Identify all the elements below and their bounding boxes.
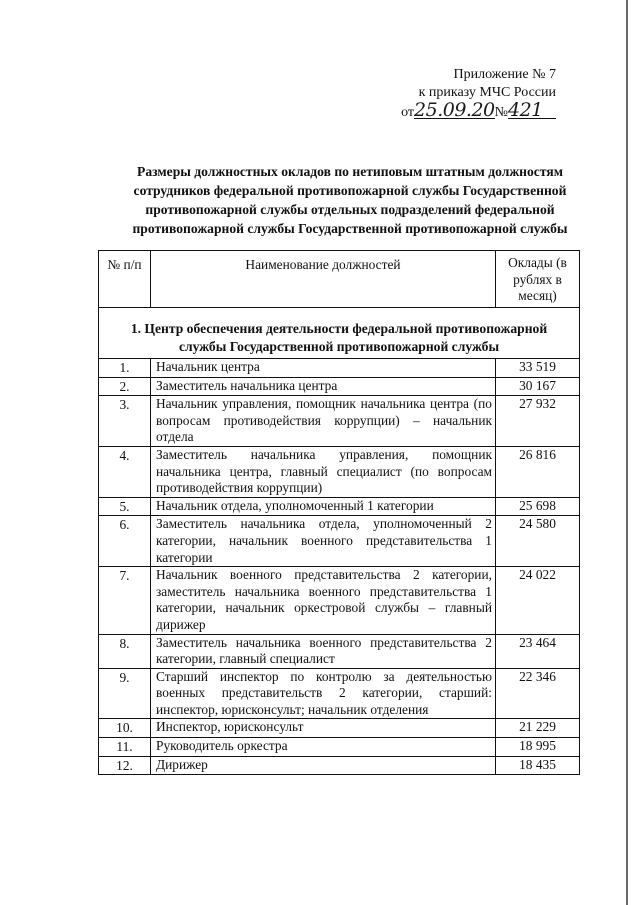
- appendix-number-label: №: [494, 105, 508, 120]
- table-row: [99, 634, 580, 668]
- row-name: Начальник отдела, уполномоченный 1 категории: [151, 497, 496, 516]
- document-title: Размеры должностных окладов по нетиповым штатным должностям сотрудников федеральной противопожарной службы Государственной противопожарной службы отдельных подразделений федеральной противопожарной службы Государственной противопожарной службы: [132, 164, 568, 236]
- appendix-number: 421: [508, 102, 556, 119]
- header-salary: Оклады (в рублях в месяц): [496, 251, 580, 308]
- row-name: Заместитель начальника центра: [151, 377, 496, 396]
- row-salary: 18 435: [496, 756, 580, 775]
- appendix-line3: [401, 99, 556, 122]
- table-row: [99, 516, 580, 567]
- row-num: 10.: [99, 719, 151, 738]
- row-salary: 33 519: [496, 359, 580, 378]
- row-num: 7.: [99, 567, 151, 634]
- row-num: 3.: [99, 396, 151, 447]
- row-num: 1.: [99, 359, 151, 378]
- row-salary: 30 167: [496, 377, 580, 396]
- row-name: Заместитель начальника управления, помощник начальника центра, главный специалист (по вопросам противодействия коррупции): [151, 446, 496, 497]
- row-num: 6.: [99, 516, 151, 567]
- row-salary: 24 580: [496, 516, 580, 567]
- header-num: № п/п: [99, 251, 151, 308]
- row-salary: 27 932: [496, 396, 580, 447]
- row-name: Начальник военного представительства 2 категории, заместитель начальника военного представительства 1 категории, начальник оркестровой службы – главный дирижер: [151, 567, 496, 634]
- row-name: Руководитель оркестра: [151, 738, 496, 757]
- table-row: [99, 719, 580, 738]
- row-num: 2.: [99, 377, 151, 396]
- row-num: 5.: [99, 497, 151, 516]
- table-row: [99, 377, 580, 396]
- row-num: 12.: [99, 756, 151, 775]
- salary-table: [98, 250, 580, 775]
- row-name: Дирижер: [151, 756, 496, 775]
- header-name: Наименование должностей: [151, 251, 496, 308]
- table-row: [99, 446, 580, 497]
- row-salary: 21 229: [496, 719, 580, 738]
- table-row: [99, 359, 580, 378]
- appendix-date: 25.09.20: [414, 99, 495, 121]
- row-name: Инспектор, юрисконсульт: [151, 719, 496, 738]
- table-row: [99, 756, 580, 775]
- row-salary: 22 346: [496, 668, 580, 719]
- scan-page-edge: [626, 0, 628, 905]
- row-num: 11.: [99, 738, 151, 757]
- row-num: 8.: [99, 634, 151, 668]
- row-name: Заместитель начальника военного представительства 2 категории, главный специалист: [151, 634, 496, 668]
- table-row: [99, 567, 580, 634]
- row-name: Заместитель начальника отдела, уполномоченный 2 категории, начальник военного представительства 1 категории: [151, 516, 496, 567]
- section-title: 1. Центр обеспечения деятельности федеральной противопожарной службы Государственной противопожарной службы: [99, 308, 580, 359]
- table-row: [99, 497, 580, 516]
- row-num: 4.: [99, 446, 151, 497]
- appendix-header: [401, 66, 556, 122]
- row-salary: 25 698: [496, 497, 580, 516]
- row-name: Старший инспектор по контролю за деятельностью военных представительств 2 категории, старший: инспектор, юрисконсульт; начальник отделения: [151, 668, 496, 719]
- row-num: 9.: [99, 668, 151, 719]
- row-salary: 24 022: [496, 567, 580, 634]
- appendix-from-label: от: [401, 105, 415, 120]
- table-row: [99, 668, 580, 719]
- section-row: [99, 308, 580, 359]
- row-name: Начальник центра: [151, 359, 496, 378]
- appendix-line1: Приложение № 7: [453, 67, 556, 82]
- table-row: [99, 396, 580, 447]
- table-header-row: [99, 251, 580, 308]
- row-salary: 18 995: [496, 738, 580, 757]
- row-salary: 26 816: [496, 446, 580, 497]
- appendix-line2: к приказу МЧС России: [418, 85, 556, 100]
- row-salary: 23 464: [496, 634, 580, 668]
- row-name: Начальник управления, помощник начальника центра (по вопросам противодействия коррупции) – начальник отдела: [151, 396, 496, 447]
- table-row: [99, 738, 580, 757]
